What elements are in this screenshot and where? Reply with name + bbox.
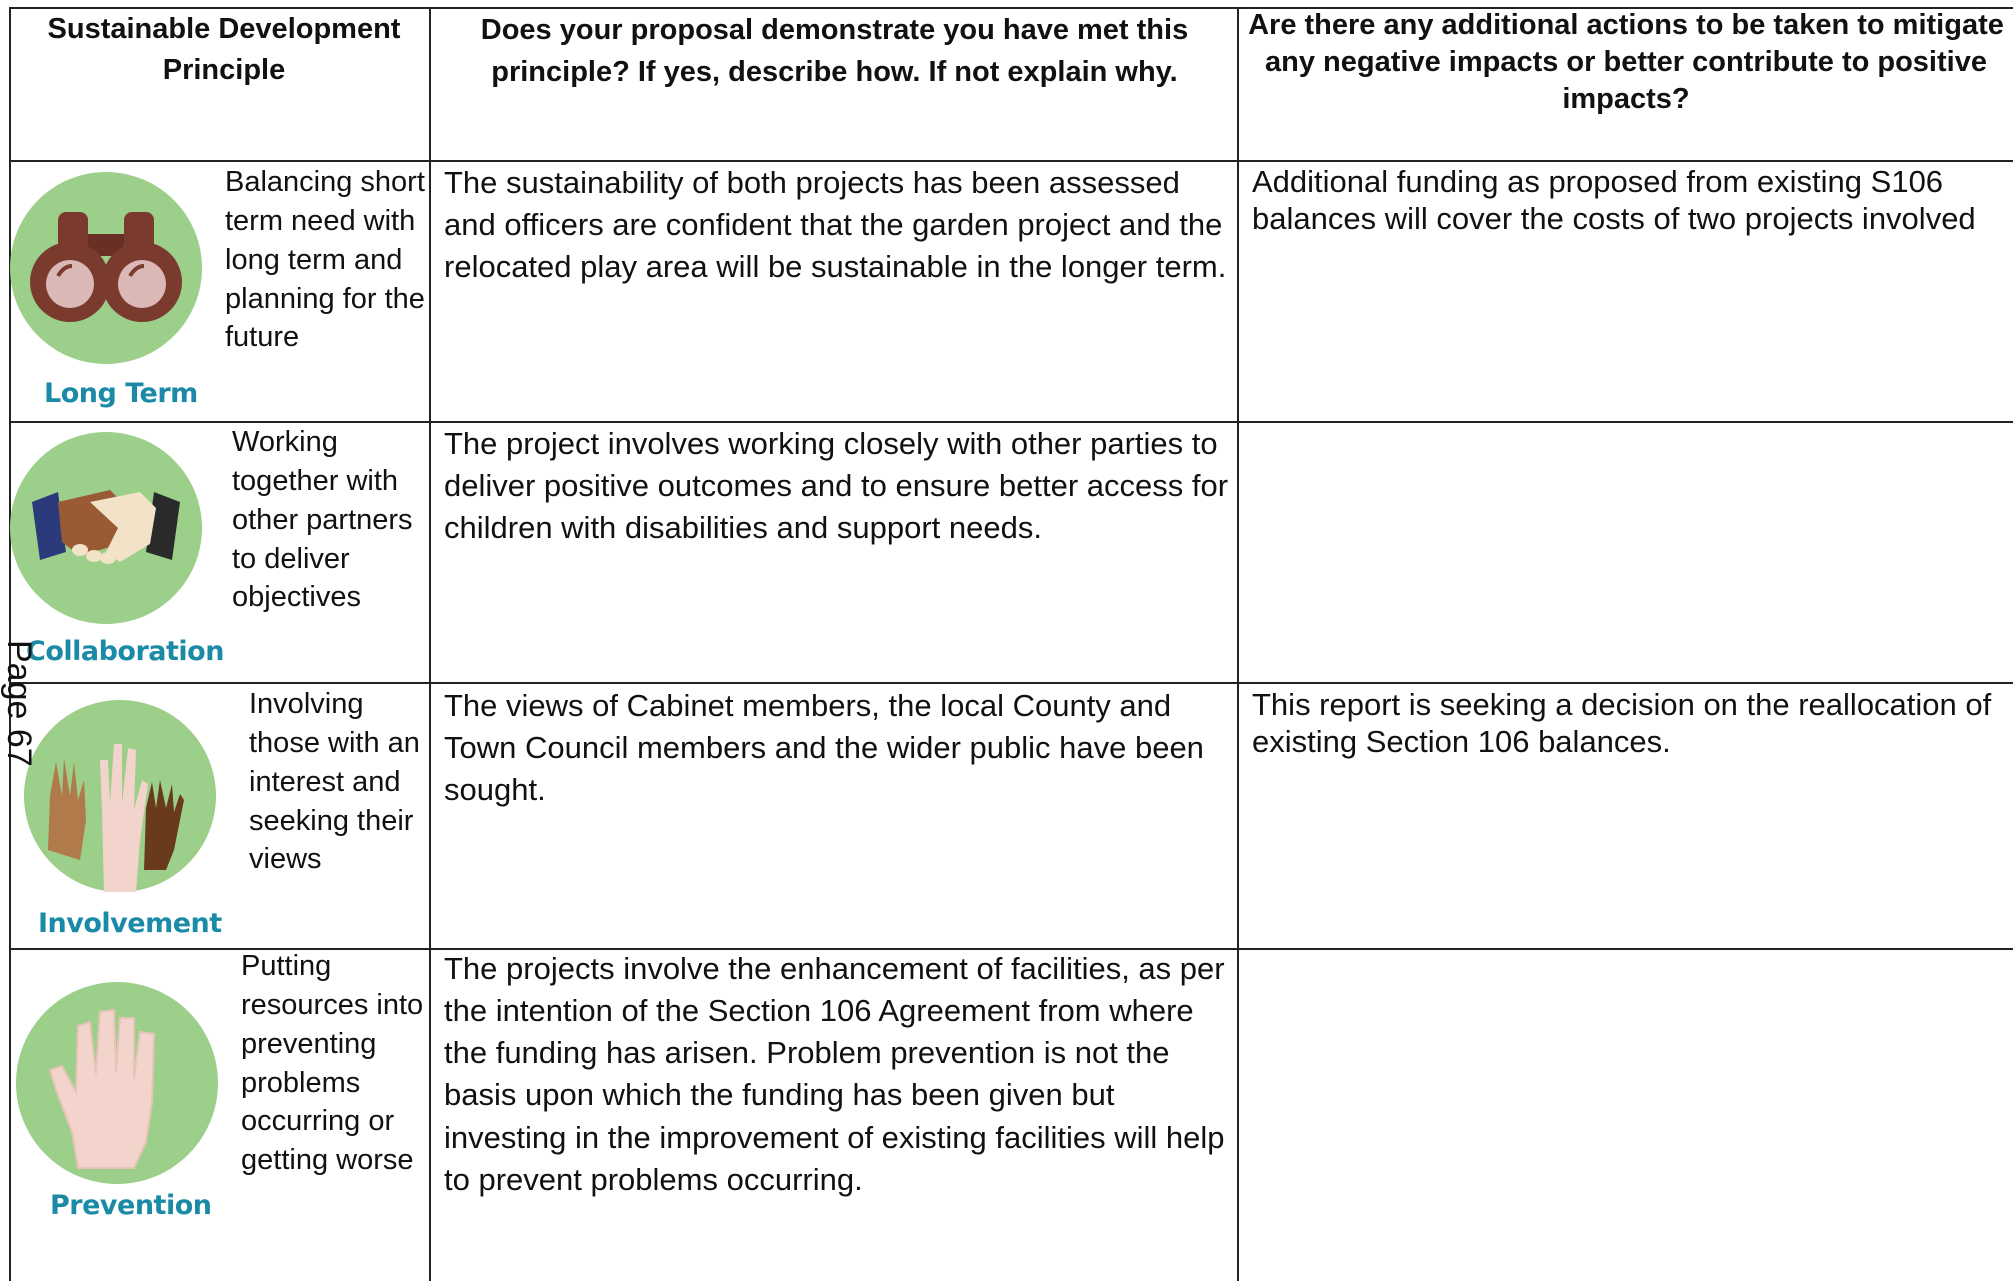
demonstrate-involvement: The views of Cabinet members, the local County and Town Council members and the wider public have been sought.	[444, 688, 1204, 808]
caption-prevention: Prevention	[50, 1190, 212, 1221]
principle-long-term: Balancing short term need with long term and planning for the future	[225, 166, 425, 354]
principle-involvement: Involving those with an interest and seeking their views	[249, 688, 420, 876]
stop-hand-icon	[16, 982, 218, 1184]
demonstrate-collaboration: The project involves working closely with other parties to deliver positive outcomes and to ensure better access for children with disabilities and support needs.	[444, 426, 1229, 546]
row-divider-3	[9, 682, 2013, 684]
header-additional: Are there any additional actions to be taken to mitigate any negative impacts or better contribute to positive impacts?	[1248, 9, 2004, 116]
header-demonstrate: Does your proposal demonstrate you have met this principle? If yes, describe how. If not explain why.	[480, 14, 1189, 89]
caption-long-term: Long Term	[44, 378, 198, 409]
additional-involvement: This report is seeking a decision on the reallocation of existing Section 106 balances.	[1252, 687, 1992, 759]
demonstrate-long-term: The sustainability of both projects has been assessed and officers are confident that the garden project and the relocated play area will be sustainable in the longer term.	[444, 165, 1227, 285]
principle-collaboration: Working together with other partners to deliver objectives	[232, 426, 413, 614]
column-divider-2	[1237, 7, 1239, 1281]
demonstrate-prevention: The projects involve the enhancement of facilities, as per the intention of the Section 106 Agreement from where the funding has arisen. Problem prevention is not the basis upon which the funding has been given but investing in the improvement of existing facilities will help to prevent problems occurring.	[444, 951, 1225, 1197]
caption-collaboration: Collaboration	[26, 636, 224, 667]
handshake-icon	[10, 432, 202, 624]
raised-hands-icon	[24, 700, 216, 892]
binoculars-icon	[10, 172, 202, 364]
caption-involvement: Involvement	[38, 908, 222, 939]
header-principle: Sustainable Development Principle	[47, 13, 401, 87]
principle-prevention: Putting resources into preventing problems occurring or getting worse	[241, 950, 424, 1177]
additional-long-term: Additional funding as proposed from existing S106 balances will cover the costs of two projects involved	[1252, 164, 1976, 236]
page-number-label: Page 67	[0, 640, 38, 767]
column-divider-1	[429, 7, 431, 1281]
